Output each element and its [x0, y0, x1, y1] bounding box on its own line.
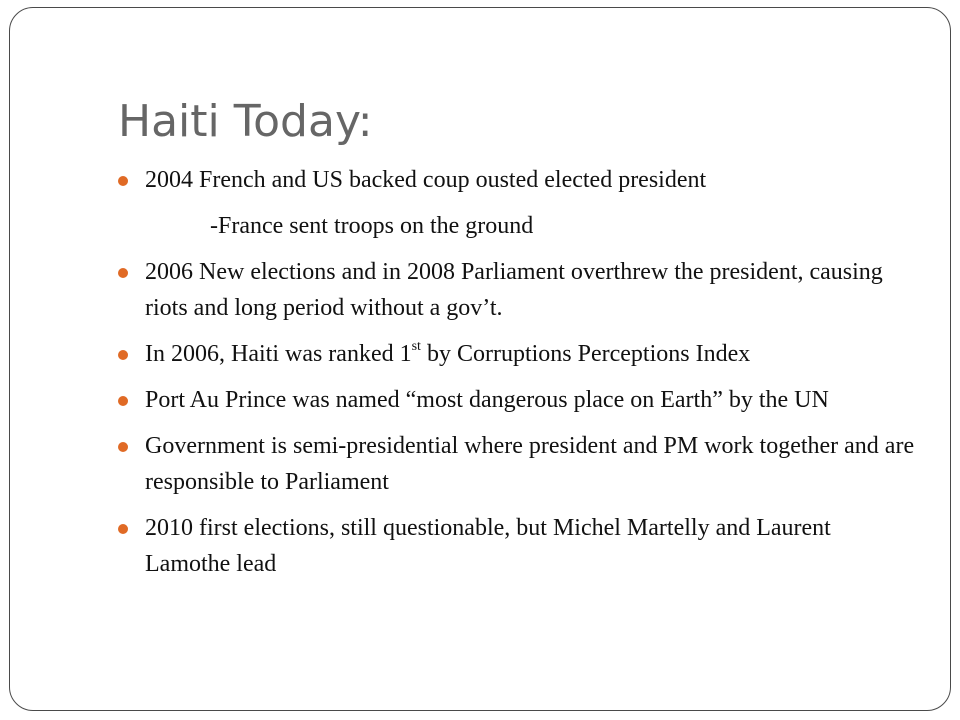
list-item-text: 2004 French and US backed coup ousted elected president [145, 167, 707, 193]
bullet-icon [118, 268, 128, 278]
list-item-text: Government is semi-presidential where president and PM work together and are responsible to Parliament [145, 433, 915, 495]
slide-frame [9, 7, 951, 711]
ordinal-superscript: st [411, 339, 421, 354]
list-item-text: 2010 first elections, still questionable, but Michel Martelly and Laurent Lamothe lead [145, 515, 831, 577]
bullet-icon [118, 350, 128, 360]
slide-title: Haiti Today: [118, 96, 373, 147]
bullet-icon [118, 176, 128, 186]
list-item-text: 2006 New elections and in 2008 Parliament overthrew the president, causing riots and long period without a gov’t. [145, 259, 883, 321]
list-item [118, 510, 918, 582]
list-item [118, 162, 918, 198]
list-item-text: Port Au Prince was named “most dangerous place on Earth” by the UN [145, 387, 829, 413]
list-item-text-after: by Corruptions Perceptions Index [420, 341, 751, 367]
list-item-text-before: In 2006, Haiti was ranked 1 [145, 341, 412, 367]
list-item [118, 382, 918, 418]
list-item [118, 254, 918, 326]
bullet-list [118, 162, 918, 592]
list-item [118, 336, 918, 372]
bullet-icon [118, 442, 128, 452]
list-item [118, 428, 918, 500]
sub-list-item [118, 208, 918, 244]
bullet-icon [118, 524, 128, 534]
bullet-icon [118, 396, 128, 406]
sub-list-item-text: -France sent troops on the ground [210, 213, 534, 239]
